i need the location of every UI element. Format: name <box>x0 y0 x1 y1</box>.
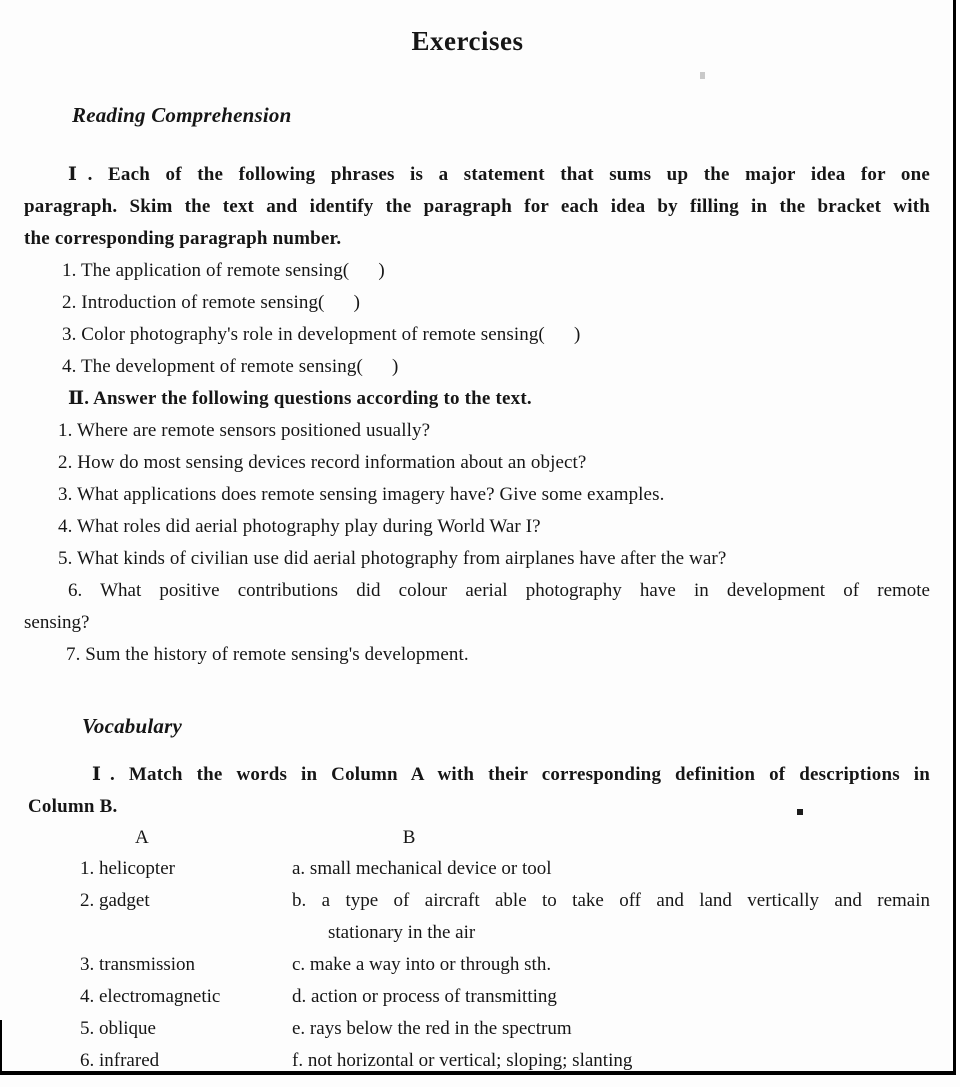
match-row-5 <box>80 1013 930 1045</box>
task2-question-6-line-2: sensing? <box>24 612 90 633</box>
column-a-header: A <box>135 827 149 848</box>
match-word-5: 5. oblique <box>80 1018 156 1039</box>
task1-instruction <box>24 159 930 255</box>
task1-item-1: 1. The application of remote sensing( ) <box>62 260 385 281</box>
match-definition-a: a. small mechanical device or tool <box>292 858 552 879</box>
task1-instruction-line-3: the corresponding paragraph number. <box>24 228 342 249</box>
vocab-task1-instruction <box>28 759 930 823</box>
reading-comprehension-heading: Reading Comprehension <box>72 103 292 127</box>
match-word-6: 6. infrared <box>80 1050 160 1071</box>
match-row-3 <box>80 949 930 981</box>
vocab-instruction-line-1: Ⅰ. Match the words in Column A with their corresponding definition of descriptions in <box>92 764 930 785</box>
task2-question-2: 2. How do most sensing devices record information about an object? <box>58 452 587 473</box>
page-title: Exercises <box>411 26 524 56</box>
task1-instruction-line-1: Ⅰ. Each of the following phrases is a statement that sums up the major idea for one <box>68 164 930 185</box>
match-word-4: 4. electromagnetic <box>80 986 221 1007</box>
task2-question-4: 4. What roles did aerial photography play during World War I? <box>58 516 541 537</box>
task1-item-4: 4. The development of remote sensing( ) <box>62 356 399 377</box>
match-definition-f: f. not horizontal or vertical; sloping; slanting <box>292 1050 633 1071</box>
task2-question-7: 7. Sum the history of remote sensing's development. <box>66 644 469 665</box>
match-definition-b <box>292 885 930 949</box>
match-definition-c: c. make a way into or through sth. <box>292 954 552 975</box>
scan-frame-left-edge <box>0 1020 2 1075</box>
task2-question-1: 1. Where are remote sensors positioned usually? <box>58 420 431 441</box>
match-definition-d: d. action or process of transmitting <box>292 986 557 1007</box>
match-row-4 <box>80 981 930 1013</box>
scan-artifact-speck <box>700 72 705 79</box>
task2-question-5: 5. What kinds of civilian use did aerial photography from airplanes have after the war? <box>58 548 727 569</box>
task2-question-6 <box>24 575 930 639</box>
match-definition-b-line-2: stationary in the air <box>328 922 476 943</box>
match-word-2: 2. gadget <box>80 890 150 911</box>
match-row-2 <box>80 885 930 949</box>
task1-item-list <box>0 255 960 383</box>
task2-question-3: 3. What applications does remote sensing imagery have? Give some examples. <box>58 484 665 505</box>
match-column-headers <box>0 823 960 853</box>
column-b-header: B <box>402 827 416 848</box>
match-word-3: 3. transmission <box>80 954 196 975</box>
scan-frame-right-edge <box>953 0 956 1075</box>
task2-instruction: Ⅱ. Answer the following questions according to the text. <box>68 388 532 409</box>
scan-artifact-dot <box>797 809 803 815</box>
task1-instruction-line-2: paragraph. Skim the text and identify the paragraph for each idea by filling in the bracket with <box>24 196 930 217</box>
task2-question-list <box>0 415 960 671</box>
task1-item-3: 3. Color photography's role in development of remote sensing( ) <box>62 324 581 345</box>
task2-question-6-line-1: 6. What positive contributions did colour aerial photography have in development of remote <box>68 580 930 601</box>
match-definition-e: e. rays below the red in the spectrum <box>292 1018 572 1039</box>
match-row-1 <box>80 853 930 885</box>
task1-item-2: 2. Introduction of remote sensing( ) <box>62 292 361 313</box>
match-word-1: 1. helicopter <box>80 858 175 879</box>
scan-frame-bottom-edge <box>0 1071 956 1075</box>
vocab-instruction-line-2: Column B. <box>28 796 118 817</box>
vocabulary-heading: Vocabulary <box>82 714 183 738</box>
match-definition-b-line-1: b. a type of aircraft able to take off and land vertically and remain <box>292 890 930 911</box>
match-table <box>0 853 960 1077</box>
